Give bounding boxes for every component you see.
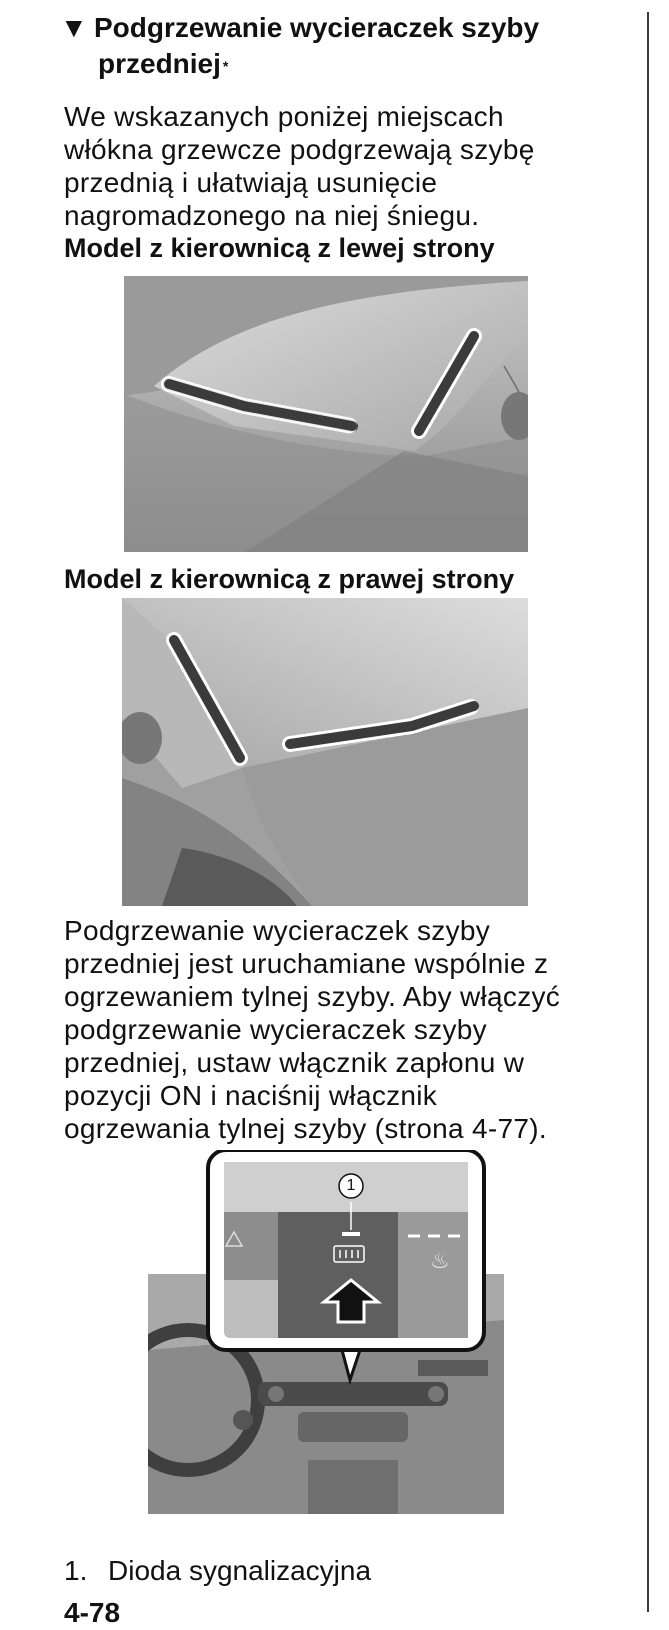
optional-equipment-asterisk: * xyxy=(222,58,229,74)
operation-line: Podgrzewanie wycieraczek szyby xyxy=(64,915,491,946)
intro-line: nagromadzonego na niej śniegu. xyxy=(64,200,480,231)
operation-line: podgrzewanie wycieraczek szyby xyxy=(64,1014,487,1045)
seat-heater-icon: ♨ xyxy=(430,1249,450,1274)
operation-line: ogrzewaniem tylnej szyby. Aby włączyć xyxy=(64,981,561,1012)
rhd-windshield-figure xyxy=(122,598,528,906)
intro-line: We wskazanych poniżej miejscach xyxy=(64,101,504,132)
lhd-windshield-figure xyxy=(124,276,528,552)
intro-line: włókna grzewcze podgrzewają szybę xyxy=(64,134,535,165)
operation-line: przedniej, ustaw włącznik zapłonu w xyxy=(64,1047,525,1078)
intro-line: przednią i ułatwiają usunięcie xyxy=(64,167,438,198)
intro-paragraph xyxy=(64,100,624,232)
callout-number: 1 xyxy=(346,1177,356,1194)
legend-item xyxy=(64,1554,371,1588)
section-title-line2: przedniej xyxy=(98,48,221,79)
operation-line: pozycji ON i naciśnij włącznik xyxy=(64,1080,438,1111)
operation-line: ogrzewania tylnej szyby (strona 4-77). xyxy=(64,1113,547,1144)
rhd-caption: Model z kierownicą z prawej strony xyxy=(64,564,515,594)
section-title xyxy=(60,10,624,82)
column-rule xyxy=(647,12,649,1612)
section-title-line1: Podgrzewanie wycieraczek szyby xyxy=(94,12,540,43)
defroster-switch-figure xyxy=(148,1150,504,1514)
operation-line: przedniej jest uruchamiane wspólnie z xyxy=(64,948,549,979)
lhd-caption: Model z kierownicą z lewej strony xyxy=(64,233,495,263)
operation-paragraph xyxy=(64,914,624,1145)
legend-label: Dioda sygnalizacyjna xyxy=(108,1555,372,1586)
legend-number: 1. xyxy=(64,1555,88,1586)
page-number-fragment: 4-78 xyxy=(64,1597,121,1628)
section-marker-icon: ▼ xyxy=(60,12,88,43)
